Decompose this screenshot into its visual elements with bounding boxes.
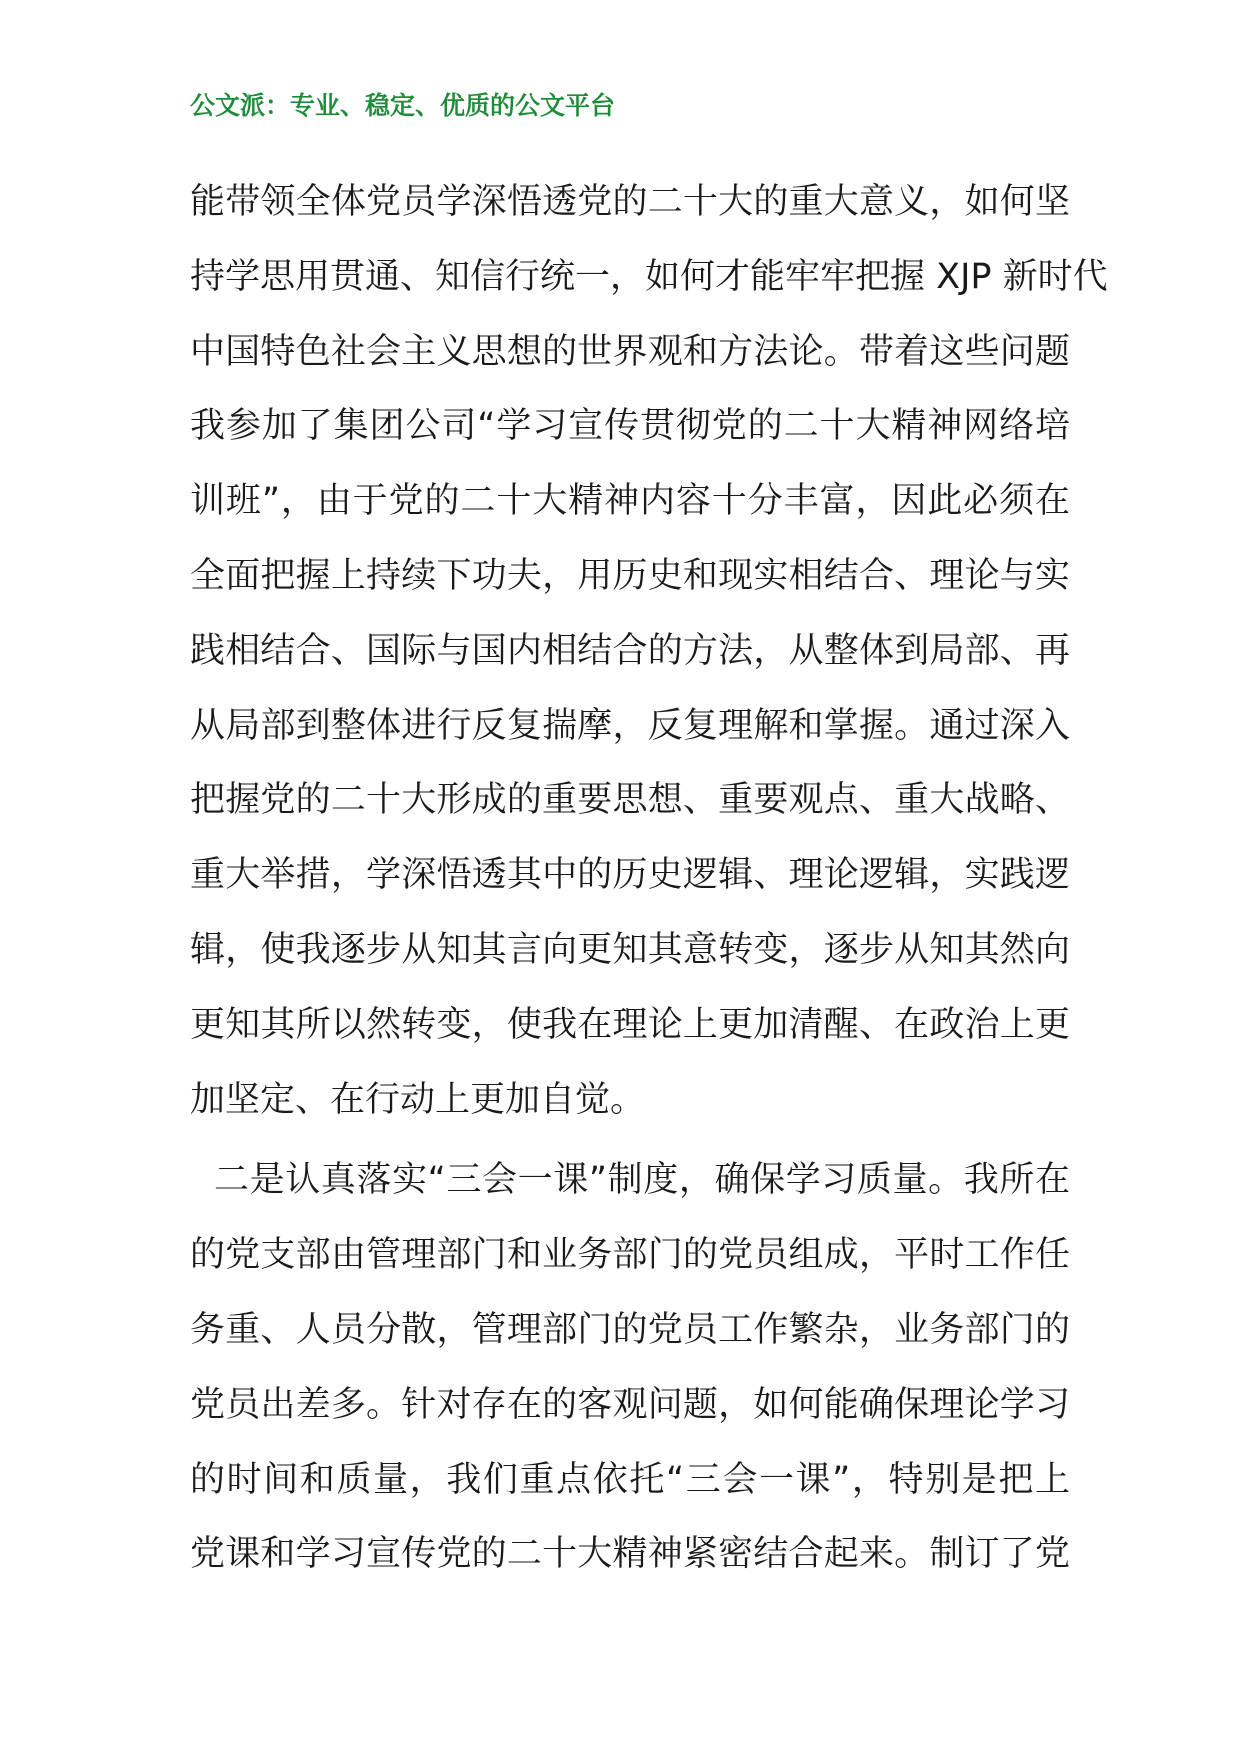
text-line: 践相结合、国际与国内相结合的方法，从整体到局部、再 [190, 630, 1070, 671]
text-line: 中国特色社会主义思想的世界观和方法论。带着这些问题 [190, 331, 1070, 372]
text-line: 辑，使我逐步从知其言向更知其意转变，逐步从知其然向 [190, 929, 1070, 970]
text-line: 二是认真落实“三会一课”制度，确保学习质量。我所在 [214, 1160, 1070, 1201]
text-line: 把握党的二十大形成的重要思想、重要观点、重大战略、 [190, 780, 1070, 821]
text-line: 的时间和质量，我们重点依托“三会一课”，特别是把上 [190, 1459, 1070, 1500]
text-line: 加坚定、在行动上更加自觉。 [190, 1079, 646, 1120]
text-line: 我参加了集团公司“学习宣传贯彻党的二十大精神网络培 [190, 406, 1070, 447]
text-line: 重大举措，学深悟透其中的历史逻辑、理论逻辑，实践逻 [190, 855, 1070, 896]
text-line: 务重、人员分散，管理部门的党员工作繁杂，业务部门的 [190, 1309, 1070, 1350]
document-body [190, 165, 1108, 1592]
text-line: 全面把握上持续下功夫，用历史和现实相结合、理论与实 [190, 555, 1070, 596]
text-line: 的党支部由管理部门和业务部门的党员组成，平时工作任 [190, 1235, 1070, 1276]
text-line: 能带领全体党员学深悟透党的二十大的重大意义，如何坚 [190, 182, 1070, 222]
text-line: 党员出差多。针对存在的客观问题，如何能确保理论学习 [190, 1384, 1070, 1425]
text-line: 党课和学习宣传党的二十大精神紧密结合起来。制订了党 [190, 1534, 1070, 1575]
page-header: 公文派：专业、稳定、优质的公文平台 [190, 91, 616, 120]
paragraph-2 [190, 1143, 1070, 1592]
text-line: 从局部到整体进行反复揣摩，反复理解和掌握。通过深入 [190, 705, 1070, 746]
text-line: 更知其所以然转变，使我在理论上更加清醒、在政治上更 [190, 1004, 1070, 1045]
text-line: 持学思用贯通、知信行统一，如何才能牢牢把握 XJP 新时代 [190, 256, 1108, 297]
paragraph-1 [190, 165, 1108, 1137]
text-line: 训班”，由于党的二十大精神内容十分丰富，因此必须在 [190, 481, 1070, 522]
